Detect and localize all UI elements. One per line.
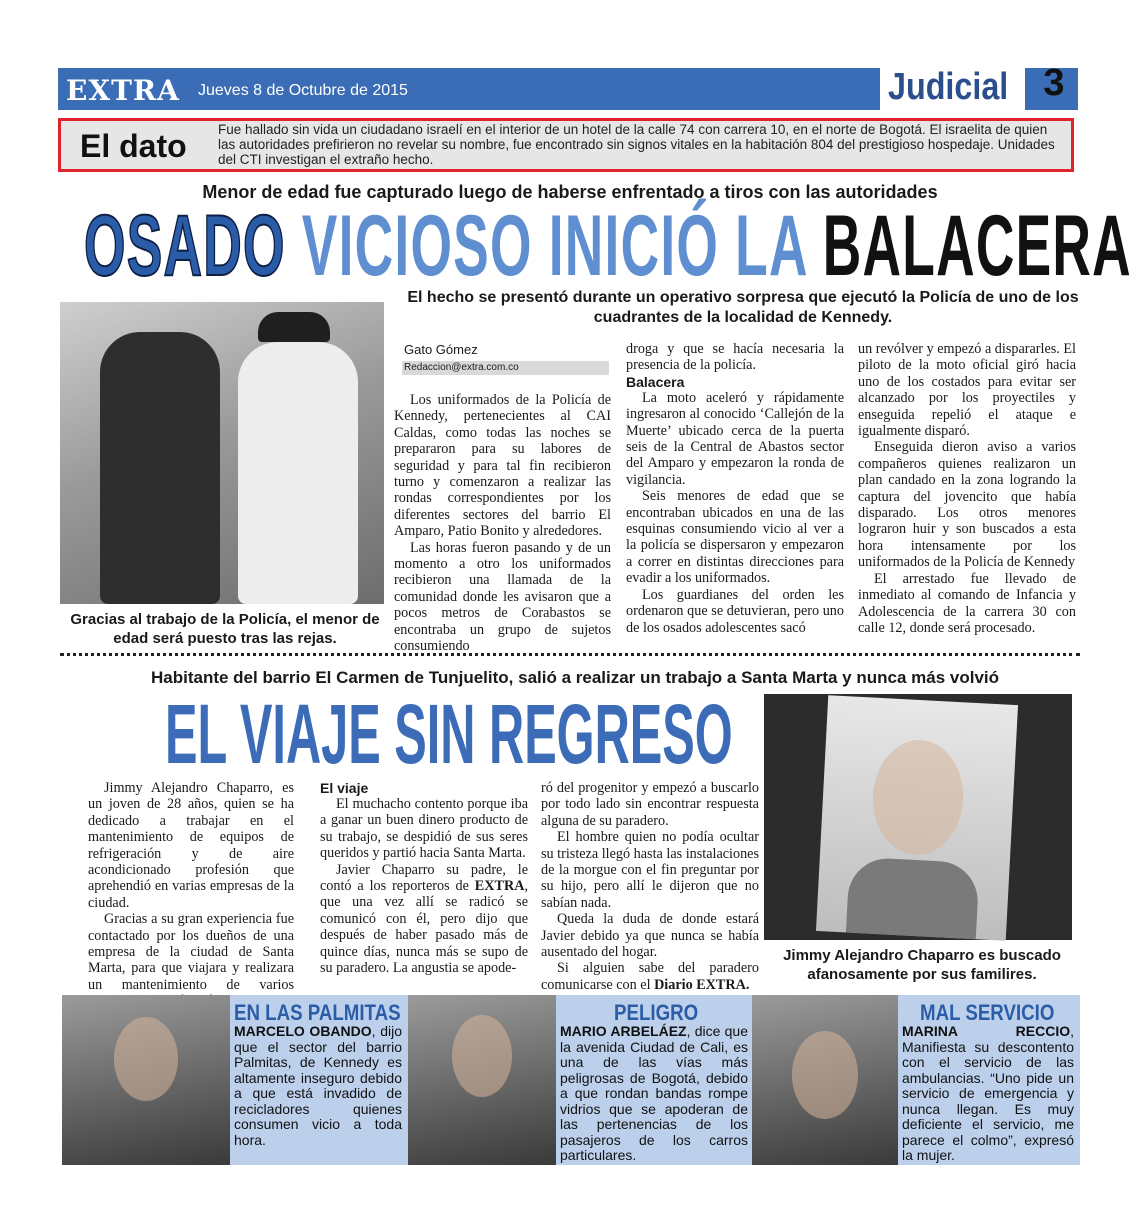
paragraph: Jimmy Alejandro Chaparro, es un joven de 28 años, quien se ha dedicado a trabajar en el mantenimiento de equipos de refrigeración y de aire acondicionado profesión que aprehendió en varias empresas de la ciudad. — [88, 780, 294, 911]
text-run: Javier Chaparro su padre, le contó a los reporteros de — [320, 861, 528, 895]
story1-photo-caption: Gracias al trabajo de la Policía, el menor de edad será puesto tras las rejas. — [70, 611, 380, 647]
subheading: El viaje — [320, 780, 369, 796]
story2-kicker: Habitante del barrio El Carmen de Tunjuelito, salió a realizar un trabajo a Santa Marta y nunca más volvió — [150, 668, 1000, 687]
photo-figure-officer — [238, 342, 358, 604]
paragraph: La moto aceleró y rápidamente ingresaron al conocido ‘Callejón de la Muerte’ ubicado cerca de la puerta seis de la Central de Abastos sector del Amparo y empezaron la ronda de vigilancia. — [626, 389, 844, 488]
brief-text — [560, 1024, 748, 1164]
police-cap-icon — [258, 312, 330, 342]
paragraph: El hombre quien no podía ocultar su tristeza llegó hasta las instalaciones de la morgue con el fin preguntar por su hijo, pero allí le dijeron que no sabían nada. — [541, 829, 759, 911]
paragraph: Los uniformados de la Policía de Kennedy, pertenecientes al CAI Caldas, como todas las noches se prepararon para su labores de seguridad y para tal fin recibieron turno y comenzaron a realizar las rondas correspondientes por los diferentes sectores del barrio El Amparo, Patio Bonito y alrededores. — [394, 392, 611, 540]
brief-title: EN LAS PALMITAS — [234, 1000, 401, 1025]
paragraph: Las horas fueron pasando y de un momento a otro los uniformados recibieron una llamada de la comunidad donde les avisaron que a pocos metros de Corabastos se encontraba un grupo de sujetos consumiendo — [394, 539, 611, 655]
story1-kicker: Menor de edad fue capturado luego de haberse enfrentado a tiros con las autoridades — [202, 182, 938, 202]
paragraph: Enseguida dieron aviso a varios compañeros quienes realizaron un plan candado en la zona logrando la captura del jovencito que había disparado. Los otros menores lograron huir y son buscados a esta hora intensamente por los uniformados de la Policía de Kennedy — [858, 439, 1076, 571]
brief-title: PELIGRO — [614, 1000, 699, 1025]
portrait-shoulders — [846, 857, 980, 940]
issue-date: Jueves 8 de Octubre de 2015 — [198, 82, 408, 99]
paragraph — [541, 960, 759, 993]
portrait-face — [452, 1015, 512, 1097]
text-run: , que una vez allí se radicó se comunicó con él, pero dijo que después de haber pasado más de quince días, nunca más se supo de su paradero. La angustia se apode- — [320, 878, 528, 977]
story2-headline: EL VIAJE SIN REGRESO — [165, 687, 733, 781]
story2-column-2 — [320, 780, 528, 976]
brief-body: , dijo que el sector del barrio Palmitas, de Kennedy es altamente inseguro debido a que está invadido de recicladores quienes consumen vicio a toda hora. — [234, 1023, 402, 1148]
brand-name: Diario EXTRA. — [654, 976, 750, 993]
section-divider — [60, 653, 1080, 656]
byline-email: Redaccion@extra.com.co — [402, 361, 609, 375]
section-name: Judicial — [888, 66, 1009, 108]
brief-text — [234, 1024, 402, 1148]
story1-deck: El hecho se presentó durante un operativo sorpresa que ejecutó la Policía de uno de los cuadrantes de la localidad de Kennedy. — [407, 289, 1079, 326]
paragraph: El muchacho contento porque iba a ganar un buen dinero producto de su trabajo, se despidió de sus seres queridos y partió hacia Santa Marta. — [320, 796, 528, 862]
brief-person-name: MARIO ARBELÁEZ — [560, 1023, 687, 1039]
brief-text — [902, 1024, 1074, 1164]
headline-word-balacera: BALACERA — [822, 198, 1132, 294]
story2-column-3 — [541, 780, 759, 993]
story1-headline — [84, 198, 1132, 294]
paragraph: Gracias a su gran experiencia fue contactado por los dueños de una empresa de la ciudad de Santa Marta, para que viajara y realizara un mantenimiento de varios — [88, 911, 294, 993]
paragraph: un revólver y empezó a dispararles. El piloto de la moto oficial giró hacia uno de los costados para evitar ser alcanzado por los proyectiles y enseguida repelió el ataque e igualmente disparó. — [858, 341, 1076, 440]
dato-label: El dato — [80, 128, 187, 164]
brief-body: , dice que la avenida Ciudad de Cali, es una de las vías más peligrosas de Bogotá, debido a que rondan bandas rompe vidrios que se apoderan de las pertenencias de los pasajeros de los carros particulares. — [560, 1023, 748, 1163]
headline-word-vicioso: VICIOSO INICIÓ LA — [301, 198, 807, 294]
text-run: Si alguien sabe del paradero comunicarse con el — [541, 960, 759, 993]
brief-person-name: MARCELO OBANDO — [234, 1023, 372, 1039]
brief-title: MAL SERVICIO — [920, 1000, 1055, 1025]
brief-body: , Manifiesta su descontento con el servicio de las ambulancias. “Uno pide un servicio de emergencia y nunca llegan. Es muy deficiente el servicio, me parece el colmo”, expresó la mujer. — [902, 1023, 1074, 1163]
paragraph: El arrestado fue llevado de inmediato al comando de Infancia y Adolescencia de la carrera 30 con calle 12, donde será procesado. — [858, 570, 1076, 636]
portrait-face — [870, 738, 966, 858]
story1-column-2 — [626, 341, 844, 636]
page-number: 3 — [1043, 62, 1065, 104]
brief-photo-marina — [752, 995, 898, 1165]
paragraph: Queda la duda de donde estará Javier debido ya que nunca se había ausentado del hogar. — [541, 911, 759, 961]
story1-photo — [60, 302, 384, 604]
photo-figure-detainee — [100, 332, 220, 604]
paragraph: Los guardianes del orden les ordenaron que se detuvieran, pero uno de los osados adolescentes sacó — [626, 586, 844, 636]
missing-person-portrait — [816, 695, 1018, 941]
paragraph: droga y que se hacía necesaria la presencia de la policía. — [626, 341, 844, 374]
brand-name: EXTRA — [474, 878, 525, 895]
paragraph — [320, 862, 528, 977]
byline: Gato Gómez — [404, 342, 478, 357]
subheading: Balacera — [626, 373, 685, 390]
story2-column-1 — [88, 780, 294, 1010]
dato-text: Fue hallado sin vida un ciudadano israelí en el interior de un hotel de la calle 74 con carrera 10, en el norte de Bogotá. El israelita de quien las autoridades prefirieron no revelar su nombre, fue encontrado sin signos vitales en la habitación 804 del prestigioso hospedaje. Unidades del CTI investigan el extraño hecho. — [218, 122, 1055, 167]
brief-photo-mario — [408, 995, 556, 1165]
newspaper-logo: EXTRA — [66, 74, 180, 107]
brief-person-name: MARINA RECCIO — [902, 1023, 1071, 1039]
portrait-face — [792, 1031, 858, 1119]
portrait-face — [114, 1017, 178, 1101]
story1-column-1 — [394, 392, 611, 655]
paragraph: Seis menores de edad que se encontraban ubicados en una de las esquinas consumiendo vicio al ver a la policía se dispersaron y empezaron a correr en distintas direcciones para evadir a los uniformados. — [626, 488, 844, 587]
paragraph: ró del progenitor y empezó a buscarlo por todo lado sin encontrar respuesta alguna de su paradero. — [541, 780, 759, 829]
headline-word-osado: OSADO — [84, 198, 286, 294]
story2-photo-caption: Jimmy Alejandro Chaparro es buscado afanosamente por sus familires. — [783, 947, 1061, 983]
story1-column-3 — [858, 341, 1076, 636]
brief-photo-marcelo — [62, 995, 230, 1165]
